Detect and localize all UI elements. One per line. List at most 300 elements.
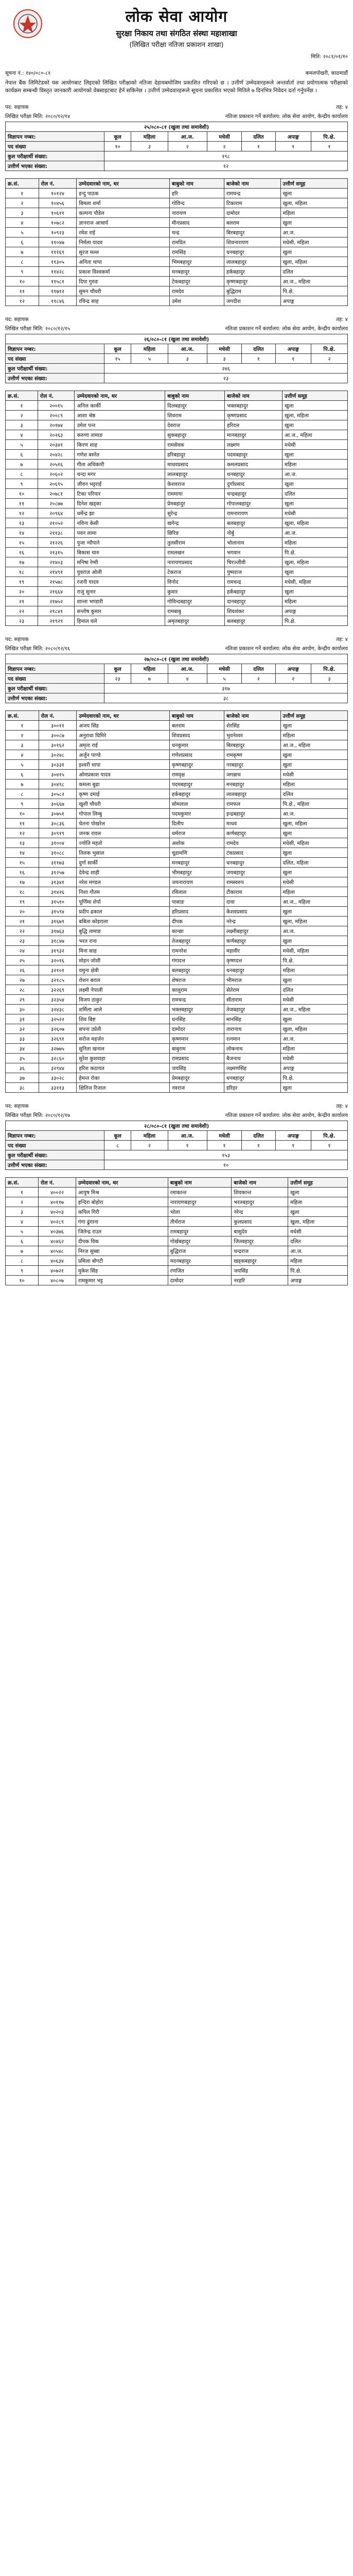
table-cell: कृष्णप्रसाद	[225, 411, 283, 420]
table-cell: २१२२६	[38, 538, 75, 548]
table-row	[6, 411, 348, 420]
table-cell: मधेसी, महिला	[280, 838, 348, 848]
table-row	[6, 440, 348, 450]
table-cell: अमृतबहादुर	[165, 616, 225, 626]
table-cell: कर्णबहादुर	[224, 936, 280, 946]
table-cell: टिकाराम	[224, 198, 280, 208]
column-header: उत्तीर्ण समूह	[280, 711, 348, 721]
table-cell: भिमबहादुर	[169, 257, 224, 267]
table-cell: ६	[6, 238, 39, 247]
table-cell: खुला	[280, 750, 348, 760]
table-cell: खुला	[280, 936, 348, 946]
table-row	[6, 1063, 348, 1073]
table-cell: आ.ज.	[288, 1246, 348, 1256]
table-cell: १	[6, 189, 39, 198]
section-meta-top	[5, 103, 348, 110]
table-cell: ४	[6, 1217, 39, 1227]
total-examinees-label: कुल परीक्षार्थी संख्या:	[6, 151, 104, 161]
table-cell: २७	[6, 975, 39, 985]
table-cell: १७	[6, 557, 38, 567]
table-cell: ३१८४७	[39, 936, 77, 946]
table-cell: रामचन्द्र	[225, 577, 283, 587]
quota-cell: पद संख्या	[6, 674, 104, 684]
table-cell: निशा गौतम	[77, 887, 170, 897]
table-cell: लोकनाथ	[224, 1044, 280, 1054]
table-row	[6, 1073, 348, 1083]
table-row	[6, 750, 348, 760]
ad-row	[6, 334, 348, 344]
candidates-table	[5, 178, 348, 306]
table-cell: मधेसी, महिला	[280, 946, 348, 956]
table-row	[6, 1188, 348, 1197]
table-cell: छिरिङ	[165, 528, 225, 538]
quota-cell: १	[275, 142, 311, 151]
quota-header: विज्ञापन नम्बर:	[6, 664, 104, 674]
column-header: रोल नं.	[39, 711, 77, 721]
exam-date: लिखित परीक्षा मिति: २०८०/१२/१६	[5, 646, 70, 652]
table-cell: मनिषा रेग्मी	[75, 557, 165, 567]
quota-header: मधेसी	[207, 664, 242, 674]
table-cell: २१६६४	[38, 587, 75, 597]
table-cell: ८	[6, 257, 39, 267]
ad-code: २८/०८०-८१ (खुला तथा समावेशी)	[6, 1121, 348, 1131]
column-header: क्र.सं.	[6, 391, 38, 401]
table-row	[6, 577, 348, 587]
table-row	[6, 1034, 348, 1044]
passed-count: २३	[104, 374, 348, 383]
table-cell: तेजबहादुर	[224, 1005, 280, 1014]
table-cell: ज्ञानराज आचार्य	[77, 218, 170, 228]
table-cell: कृष्णदत्त	[224, 956, 280, 965]
table-cell: ३१९३२	[39, 946, 77, 956]
table-row	[6, 789, 348, 799]
quota-header: आ.ज.	[168, 1131, 207, 1141]
table-cell: १०९२३	[39, 228, 77, 238]
table-row	[6, 897, 348, 907]
quota-cell: पद संख्या	[6, 354, 104, 364]
table-cell: सेतेराम	[224, 985, 280, 995]
table-cell: शिवप्रसाद	[169, 731, 224, 740]
division-name: सुरक्षा निकाय तथा संगठित संस्था महाशाखा	[116, 29, 237, 38]
table-cell: बलबहादुर	[225, 616, 283, 626]
table-cell: किरण शाह	[75, 440, 165, 450]
column-header: उत्तीर्ण समूह	[288, 1178, 348, 1188]
table-cell: ४००२२	[39, 1188, 76, 1197]
table-cell: दामोदर	[168, 1276, 232, 1285]
table-cell: आ.ज., महिला	[280, 740, 348, 750]
level-label: तह: ४	[336, 105, 348, 110]
column-header: रोल नं.	[38, 391, 75, 401]
table-cell: मुकेश सिंह	[76, 1266, 168, 1276]
quota-cell: १५	[104, 354, 131, 364]
table-cell: ३०९१९	[39, 828, 77, 838]
table-cell: मनबहादुर	[169, 858, 224, 868]
table-cell: जयसिंह	[169, 1063, 224, 1073]
column-header: बाबुको नाम	[168, 1178, 232, 1188]
ad-code: २५/०८०-८१ (खुला तथा समावेशी)	[6, 122, 348, 132]
table-cell: २१०५२	[38, 518, 75, 528]
quota-table	[5, 122, 348, 171]
quota-header: कूल	[104, 1131, 131, 1141]
table-cell: मनबहादुर	[169, 267, 224, 277]
table-row	[6, 257, 348, 267]
table-cell: शान्ता भण्डारी	[75, 597, 165, 606]
quota-header: अपाङ्ग	[275, 664, 311, 674]
table-cell: सुनिता खनाल	[77, 1044, 170, 1054]
spacer	[5, 1170, 348, 1177]
table-cell: टंकप्रसाद	[224, 848, 280, 858]
result-office: नतिजा प्रकाशन गर्ने कार्यालय: लोक सेवा आयोग, केन्द्रीय कार्यालय	[225, 114, 348, 120]
table-cell: १३	[6, 838, 39, 848]
table-cell: महिला	[288, 1256, 348, 1266]
table-cell: महिला	[288, 1197, 348, 1207]
table-cell: कृष्ण दमाई	[77, 789, 170, 799]
quota-header: दलित	[242, 344, 275, 354]
table-cell: दिलबहादुर	[165, 401, 225, 411]
exam-date: लिखित परीक्षा मिति: २०८०/१२/१७	[5, 1113, 70, 1118]
table-cell: सुमन चौधरी	[77, 286, 170, 296]
table-cell: जगन्नाथ	[224, 770, 280, 779]
table-cell: ११३०५	[39, 257, 77, 267]
quota-cell: ३	[311, 674, 347, 684]
table-cell: रामबहादुर	[168, 1227, 232, 1236]
quota-header: दलित	[242, 1131, 275, 1141]
section-meta-top	[5, 635, 348, 642]
table-cell: ३	[6, 420, 38, 430]
table-cell: सीताराम	[224, 995, 280, 1005]
candidates-header-row	[6, 1178, 348, 1188]
total-examinees-value: १५३	[104, 1150, 348, 1160]
table-cell: बबिता कोइराला	[77, 917, 170, 926]
table-cell: ३०८३६	[39, 819, 77, 828]
quota-header: मधेसी	[207, 132, 242, 142]
table-cell: खुला, महिला	[280, 1024, 348, 1034]
table-cell: भोलानाथ	[225, 538, 283, 548]
quota-cell: ८	[104, 1141, 131, 1150]
table-cell: ४०७२१	[39, 1266, 76, 1276]
quota-header-row	[6, 664, 348, 674]
table-cell: २०६०२	[38, 469, 75, 479]
quota-header: कूल	[104, 664, 131, 674]
quota-header: महिला	[131, 1131, 168, 1141]
table-cell: १०	[6, 809, 39, 819]
table-cell: भीमबहादुर	[169, 868, 224, 877]
table-cell: नरहरि	[232, 1276, 288, 1285]
table-cell: धनबहादुर	[225, 469, 283, 479]
table-cell: जयनारायण	[169, 877, 224, 887]
quota-header: दलित	[242, 132, 275, 142]
table-cell: २१	[6, 597, 38, 606]
section-meta-bottom	[5, 645, 348, 652]
reference-line	[5, 69, 348, 76]
table-cell: मधेसी	[283, 509, 348, 518]
table-cell: रमाकान्त	[168, 1188, 232, 1197]
table-cell: सन्तोष कुमार	[75, 606, 165, 616]
column-header: उम्मेदवारको नाम, थर	[76, 1178, 168, 1188]
table-cell: ३२९४४	[39, 1063, 77, 1073]
table-cell: विजय ठाकुर	[77, 995, 170, 1005]
passed-label: उत्तीर्ण भएका संख्या:	[6, 693, 104, 703]
table-cell: २५	[6, 956, 39, 965]
column-header: बाबुको नाम	[169, 179, 224, 189]
candidates-header-row	[6, 711, 348, 721]
table-cell: अशोक	[169, 838, 224, 848]
table-cell: मधेसी	[280, 877, 348, 887]
table-cell: दलित	[280, 789, 348, 799]
quota-cell: २	[275, 674, 311, 684]
table-cell: गोर्खबहादुर	[168, 1236, 232, 1246]
table-cell: जनक रावल	[77, 828, 170, 838]
table-row	[6, 567, 348, 577]
table-cell: ३०५८२	[39, 789, 77, 799]
table-cell: महिला	[280, 779, 348, 789]
table-cell: ८	[6, 789, 39, 799]
table-cell: गंगा ढुंगाना	[76, 1217, 168, 1227]
ad-row	[6, 654, 348, 664]
table-cell: बलबहादुर	[169, 965, 224, 975]
table-cell: १४	[6, 528, 38, 538]
table-cell: हर्कबहादुर	[224, 267, 280, 277]
table-row	[6, 238, 348, 247]
table-row	[6, 965, 348, 975]
table-cell: पि.क्षे.	[280, 286, 348, 296]
table-cell: २८	[6, 985, 39, 995]
table-cell: नोर्बु	[225, 528, 283, 538]
table-cell: सुकबहादुर	[165, 430, 225, 440]
table-cell: ४	[6, 430, 38, 440]
table-cell: टेकराज	[165, 567, 225, 577]
table-cell: १२	[6, 828, 39, 838]
table-cell: आ.ज., महिला	[280, 1005, 348, 1014]
quota-row	[6, 354, 348, 364]
result-section	[5, 103, 348, 306]
table-cell: जितबहादुर	[232, 1236, 288, 1246]
section-name: (लिखित परीक्षा नतिजा प्रकाशन शाखा)	[129, 41, 224, 49]
table-cell: ९	[6, 267, 39, 277]
table-cell: खुला	[280, 247, 348, 257]
table-cell: आ.ज.	[280, 809, 348, 819]
table-cell: दलित, महिला	[280, 858, 348, 868]
table-cell: ३	[6, 740, 39, 750]
quota-cell: पद संख्या	[6, 1141, 104, 1150]
table-cell: २२	[6, 926, 39, 936]
table-cell: ७	[6, 1246, 39, 1256]
table-cell: करुणा तामाङ	[75, 430, 165, 440]
table-cell: नवराज	[169, 1083, 224, 1093]
quota-header: महिला	[131, 664, 168, 674]
table-cell: खुला	[280, 1083, 348, 1093]
table-cell: २०९६४	[38, 509, 75, 518]
table-cell: बुद्धि तामाङ	[77, 926, 170, 936]
table-cell: अपाङ्ग	[283, 606, 348, 616]
result-office: नतिजा प्रकाशन गर्ने कार्यालय: लोक सेवा आयोग, केन्द्रीय कार्यालय	[225, 326, 348, 332]
table-cell: बलबहादुर	[225, 518, 283, 528]
table-row	[6, 1207, 348, 1217]
notice-text: नेपाल बैंक लिमिटेडको यस आयोगबाट लिइएको लिखित परीक्षाको नतिजा देहायबमोजिम प्रकाशित गरिएको छ । उत्तीर्ण उम्मेदवारहरूले अन्तर्वार्ता तथा प्रयोगात्मक परीक्षाको कार्यक्रम सम्बन्धी विस्तृत जानकारी आयोगको वेबसाइटबाट हेर्न सकिनेछ । उत्तीर्ण उम्मेदवारहरूले सूचना प्रकाशित भएको मितिले ७ दिनभित्र निवेदन दर्ता गर्नुपर्नेछ ।	[5, 80, 348, 94]
table-cell: धर्मराज	[169, 828, 224, 838]
table-row	[6, 838, 348, 848]
table-cell: कृष्णबहादुर	[169, 760, 224, 770]
table-row	[6, 228, 348, 238]
table-cell: जयबहादुर	[224, 868, 280, 877]
quota-header: पि.क्षे.	[311, 1131, 347, 1141]
column-header: क्र.सं.	[6, 711, 39, 721]
table-cell: पासाङ	[169, 897, 224, 907]
table-cell: खुला, महिला	[280, 917, 348, 926]
table-cell: ११७१२	[39, 286, 77, 296]
table-cell: रोशन बराल	[77, 975, 170, 985]
total-examinees-value: ३१७	[104, 684, 348, 693]
table-cell: दिनेश खड्का	[75, 499, 165, 509]
quota-header: पि.क्षे.	[311, 132, 347, 142]
table-row	[6, 1236, 348, 1246]
table-row	[6, 277, 348, 286]
ad-row	[6, 122, 348, 132]
table-cell: नरेन्द्र	[232, 1207, 288, 1217]
total-examinees-label: कुल परीक्षार्थी संख्या:	[6, 364, 104, 374]
table-row	[6, 956, 348, 965]
quota-cell: १	[275, 1141, 311, 1150]
quota-cell: १	[311, 142, 347, 151]
ad-row	[6, 1121, 348, 1131]
table-cell: ८	[6, 1256, 39, 1266]
table-cell: खुला	[283, 587, 348, 597]
table-cell: दिपा गुरुङ	[77, 277, 170, 286]
quota-header: पि.क्षे.	[311, 344, 347, 354]
table-cell: देवराज	[165, 420, 225, 430]
column-header: रोल नं.	[39, 1178, 76, 1188]
table-cell: आ.ज.	[283, 469, 348, 479]
table-row	[6, 819, 348, 828]
quota-table	[5, 334, 348, 383]
table-row	[6, 887, 348, 897]
table-cell: २२	[6, 606, 38, 616]
table-row	[6, 1083, 348, 1093]
table-cell: दामोदर	[169, 1024, 224, 1034]
table-cell: हेमन्त रोका	[77, 1073, 170, 1083]
table-cell: २	[6, 731, 39, 740]
table-cell: प्रकाश विश्वकर्मा	[77, 267, 170, 277]
column-header: बाजेको नाम	[225, 391, 283, 401]
quota-header: पि.क्षे.	[311, 664, 347, 674]
table-cell: ३०२४८	[39, 750, 77, 760]
table-cell: लालबहादुर	[224, 789, 280, 799]
table-cell: माधवप्रसाद	[165, 460, 225, 469]
quota-header-row	[6, 1131, 348, 1141]
candidates-header-row	[6, 179, 348, 189]
quota-cell: ३	[207, 354, 242, 364]
passed-label: उत्तीर्ण भएका संख्या:	[6, 374, 104, 383]
quota-cell: ५	[131, 354, 168, 364]
table-cell: महिला	[280, 965, 348, 975]
table-cell: ३०७५१	[39, 809, 77, 819]
table-cell: ३२	[6, 1024, 39, 1034]
table-cell: ६	[6, 450, 38, 460]
table-row	[6, 779, 348, 789]
table-cell: सरोज महर्जन	[77, 1034, 170, 1044]
table-cell: उमेश पन्त	[75, 420, 165, 430]
table-cell: आ.ज., महिला	[283, 430, 348, 440]
table-cell: खुला, महिला	[283, 411, 348, 420]
table-cell: दावा	[224, 897, 280, 907]
table-cell: ५	[6, 228, 39, 238]
table-cell: सुरेश कुशवाहा	[77, 1054, 170, 1063]
table-row	[6, 286, 348, 296]
ad-code: २६/०८०-८१ (खुला तथा समावेशी)	[6, 334, 348, 344]
table-cell: शिवराम	[165, 411, 225, 420]
table-cell: मधेसी	[288, 1227, 348, 1236]
table-cell: पुष्पराज	[225, 567, 283, 577]
table-cell: १९	[6, 577, 38, 587]
passed-row	[6, 693, 348, 703]
table-cell: खुला	[280, 848, 348, 858]
table-cell: आ.ज.	[283, 528, 348, 538]
table-cell: २०४२८	[38, 450, 75, 460]
table-cell: शर्मिला आले	[77, 1005, 170, 1014]
table-cell: ११	[6, 286, 39, 296]
table-cell: धनबहादुर	[224, 1073, 280, 1083]
table-cell: ३२१०१	[39, 965, 77, 975]
table-cell: जीवन भट्टराई	[75, 479, 165, 489]
table-cell: महिला	[280, 887, 348, 897]
table-cell: रामसिंह	[169, 247, 224, 257]
table-cell: १	[6, 1188, 39, 1197]
table-cell: ३२१८५	[39, 975, 77, 985]
table-cell: आ.ज.	[280, 228, 348, 238]
table-cell: गणेश बस्नेत	[75, 450, 165, 460]
table-cell: कान्छा	[169, 926, 224, 936]
result-section	[5, 1102, 348, 1285]
table-cell: बिरबहादुर	[224, 228, 280, 238]
table-cell: खुला, महिला	[280, 819, 348, 828]
table-cell: मनबहादुर	[224, 779, 280, 789]
table-cell: खुला	[280, 189, 348, 198]
table-cell: बिमला शर्मा	[77, 198, 170, 208]
table-row	[6, 936, 348, 946]
table-cell: ६	[6, 1236, 39, 1246]
table-cell: २०२६३	[38, 430, 75, 440]
table-cell: पि.क्षे., महिला	[280, 799, 348, 809]
table-cell: धनसिंह	[169, 1014, 224, 1024]
quota-cell: २	[242, 674, 275, 684]
table-cell: ७	[6, 247, 39, 257]
table-cell: गीता अधिकारी	[75, 460, 165, 469]
table-cell: अपाङ्ग	[288, 1276, 348, 1285]
table-cell: आ.ज.	[280, 926, 348, 936]
table-cell: कपिल गिरी	[76, 1207, 168, 1217]
quota-header: महिला	[131, 132, 168, 142]
notice-number: सूचना नं.: १४०/०८०-८१	[5, 71, 51, 76]
table-cell: २०३४१	[38, 440, 75, 450]
table-cell: राजु सुनार	[75, 587, 165, 597]
table-cell: ३२६९१	[39, 1034, 77, 1044]
quota-row	[6, 674, 348, 684]
table-cell: बाबुराम	[169, 1044, 224, 1054]
table-cell: २१८४१	[38, 606, 75, 616]
table-cell: धनबहादुर	[224, 858, 280, 868]
table-cell: नविना केसी	[75, 518, 165, 528]
table-cell: तुलसीराम	[165, 538, 225, 548]
quota-header: अपाङ्ग	[275, 344, 311, 354]
table-cell: इन्दु पाठक	[77, 189, 170, 198]
quota-header: मधेसी	[207, 344, 242, 354]
table-row	[6, 469, 348, 479]
table-cell: देवेन्द्र शाही	[77, 868, 170, 877]
table-row	[6, 731, 348, 740]
table-cell: खुला, महिला	[280, 257, 348, 267]
table-row	[6, 587, 348, 597]
table-cell: रामस्वरुप	[224, 877, 280, 887]
